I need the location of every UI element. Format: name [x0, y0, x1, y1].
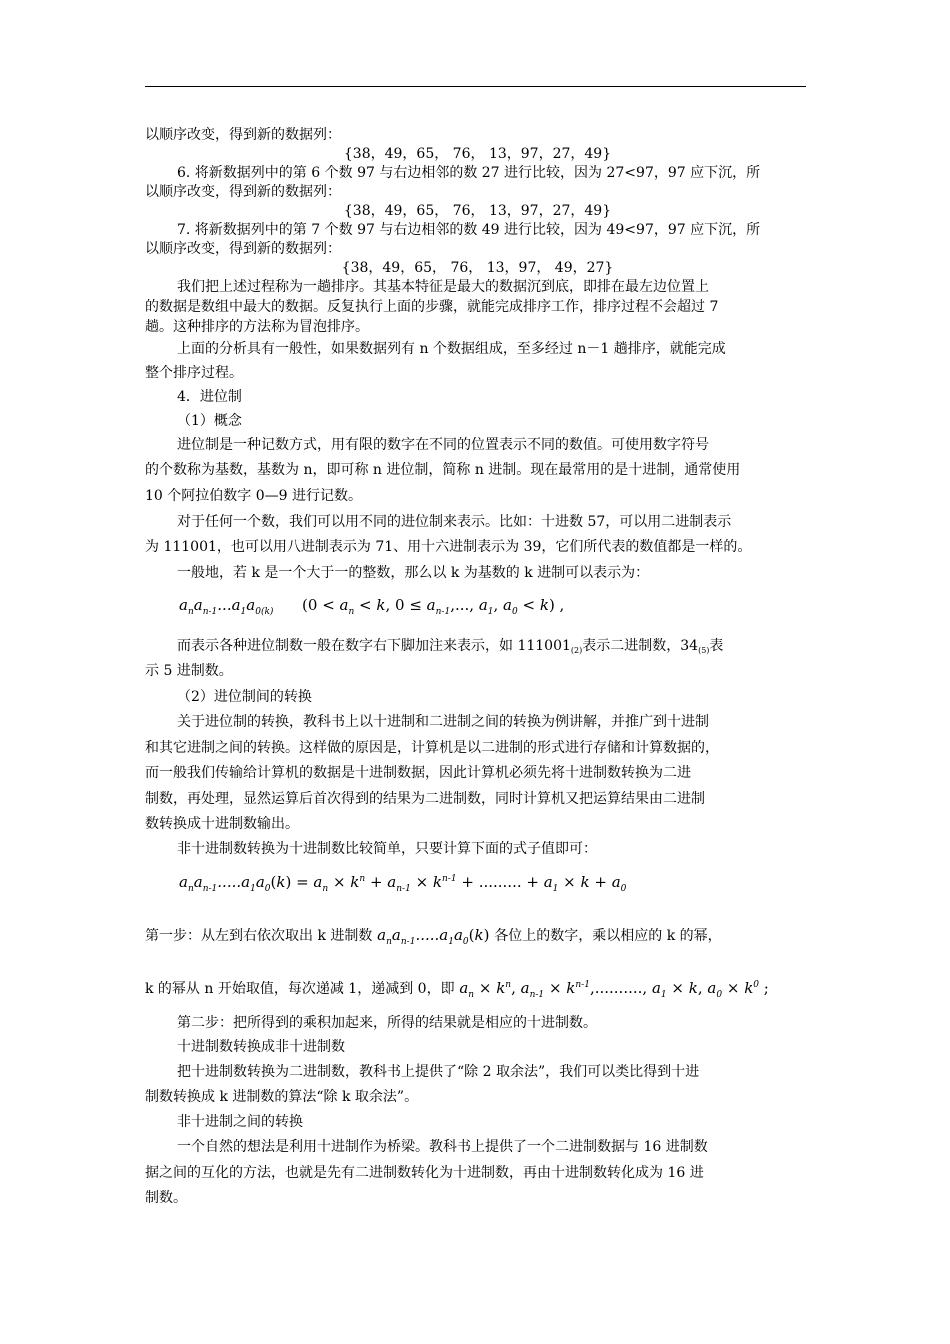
text-line: 上面的分析具有一般性，如果数据列有 n 个数据组成，至多经过 n－1 趟排序，就能完成	[177, 341, 726, 357]
text-line: 制数转换成 k 进制数的算法“除 k 取余法”。	[145, 1089, 419, 1105]
text-line: 数转换成十进制数输出。	[145, 816, 299, 832]
section-heading: 十进制数转换成非十进制数	[177, 1039, 345, 1055]
text-line: 而一般我们传输给计算机的数据是十进制数据，因此计算机必须先将十进制数转换为二进	[145, 765, 691, 781]
text-span: 各位上的数字，乘以相应的 k 的幂，	[494, 928, 722, 944]
text-line: 趟。这种排序的方法称为冒泡排序。	[145, 319, 369, 335]
text-line: 示 5 进制数。	[145, 663, 233, 679]
header-rule	[145, 86, 806, 87]
text-line: 为 111001，也可以用八进制表示为 71、用十六进制表示为 39，它们所代表的数值都是一样的。	[145, 539, 752, 555]
text-line: 6. 将新数据列中的第 6 个数 97 与右边相邻的数 27 进行比较，因为 27<97，97 应下沉，所	[177, 165, 761, 181]
text-line: 10 个阿拉伯数字 0—9 进行记数。	[145, 488, 362, 504]
text-line: 以顺序改变，得到新的数据列：	[145, 184, 341, 200]
formula-base-k-number: $a_na_{n-1}...a_1a_{0(k)}$ ($0 < a_n < k$, $0 \le a_{n-1}$,..., $a_1$, $a_0 < k$) ,	[179, 596, 565, 617]
section-heading: 4．进位制	[177, 389, 242, 405]
text-span: 表	[709, 638, 724, 654]
text-span: k 的幂从 n 开始取值，每次递减 1，递减到 0，即	[145, 981, 455, 997]
text-line: 我们把上述过程称为一趟排序。其基本特征是最大的数据沉到底，即排在最左边位置上	[177, 279, 709, 295]
subscript-base-2: (2)	[570, 646, 583, 655]
text-line: 以顺序改变，得到新的数据列：	[145, 127, 341, 143]
text-line: 据之间的互化的方法，也就是先有二进制数转化为十进制数，再由十进制数转化成为 16 进	[145, 1165, 704, 1181]
formula-expansion: $a_na_{n-1}.....a_1a_0(k) = a_n \times k^n + a_{n-1} \times k^{n-1}$ + ......... + $a_1 \times k + a_0$	[179, 873, 627, 894]
data-sequence: {38，49，65， 76， 13，97， 49，27}	[341, 260, 614, 276]
text-line: 非十进制数转换为十进制数比较简单，只要计算下面的式子值即可：	[177, 841, 597, 857]
subscript-base-5: (5)	[698, 646, 710, 655]
text-span: 表示二进制数，34	[582, 638, 699, 654]
inline-formula: $a_n \times k^n$, $a_{n-1} \times k^{n-1}$,.........., $a_1 \times k$, $a_0 \times k^0$ ;	[454, 979, 769, 1000]
text-line: 制数。	[145, 1190, 187, 1206]
text-line: 把十进制数转换为二进制数，教科书上提供了“除 2 取余法”，我们可以类比得到十进	[177, 1064, 700, 1080]
inline-formula: $a_na_{n-1}.....a_1a_0(k)$	[372, 926, 490, 947]
text-line: 第二步：把所得到的乘积加起来，所得的结果就是相应的十进制数。	[177, 1015, 597, 1031]
text-line: 一般地，若 k 是一个大于一的整数，那么以 k 为基数的 k 进制可以表示为：	[177, 565, 650, 581]
subsection-heading: （2）进位制间的转换	[177, 689, 312, 705]
text-line: 一个自然的想法是利用十进制作为桥梁。教科书上提供了一个二进制数据与 16 进制数	[177, 1139, 708, 1155]
text-line: 7. 将新数据列中的第 7 个数 97 与右边相邻的数 49 进行比较，因为 49<97，97 应下沉，所	[177, 222, 761, 238]
text-span: 而表示各种进位制数一般在数字右下脚加注来表示，如 111001	[177, 638, 571, 654]
text-line: 关于进位制的转换，教科书上以十进制和二进制之间的转换为例讲解，并推广到十进制	[177, 714, 709, 730]
text-line: 以顺序改变，得到新的数据列：	[145, 241, 341, 257]
text-line: 制数，再处理，显然运算后首次得到的结果为二进制数，同时计算机又把运算结果由二进制	[145, 791, 705, 807]
text-line: 的数据是数组中最大的数据。反复执行上面的步骤，就能完成排序工作，排序过程不会超过 7	[145, 299, 719, 315]
subsection-heading: （1）概念	[177, 413, 242, 429]
text-line: 进位制是一种记数方式，用有限的数字在不同的位置表示不同的数值。可使用数字符号	[177, 437, 709, 453]
text-line: 的个数称为基数，基数为 n，即可称 n 进位制，简称 n 进制。现在最常用的是十进制，通常使用	[145, 462, 741, 478]
text-line: 整个排序过程。	[145, 365, 243, 381]
text-span: 第一步：从左到右依次取出 k 进制数	[145, 928, 373, 944]
text-line: 和其它进制之间的转换。这样做的原因是，计算机是以二进制的形式进行存储和计算数据的，	[145, 740, 719, 756]
text-line	[145, 926, 810, 951]
text-line	[177, 637, 842, 660]
data-sequence: {38，49，65， 76， 13，97，27，49}	[343, 146, 612, 162]
data-sequence: {38，49，65， 76， 13，97，27，49}	[343, 203, 612, 219]
text-line	[145, 976, 810, 1004]
section-heading: 非十进制之间的转换	[177, 1114, 303, 1130]
text-line: 对于任何一个数，我们可以用不同的进位制来表示。比如：十进数 57，可以用二进制表示	[177, 514, 732, 530]
